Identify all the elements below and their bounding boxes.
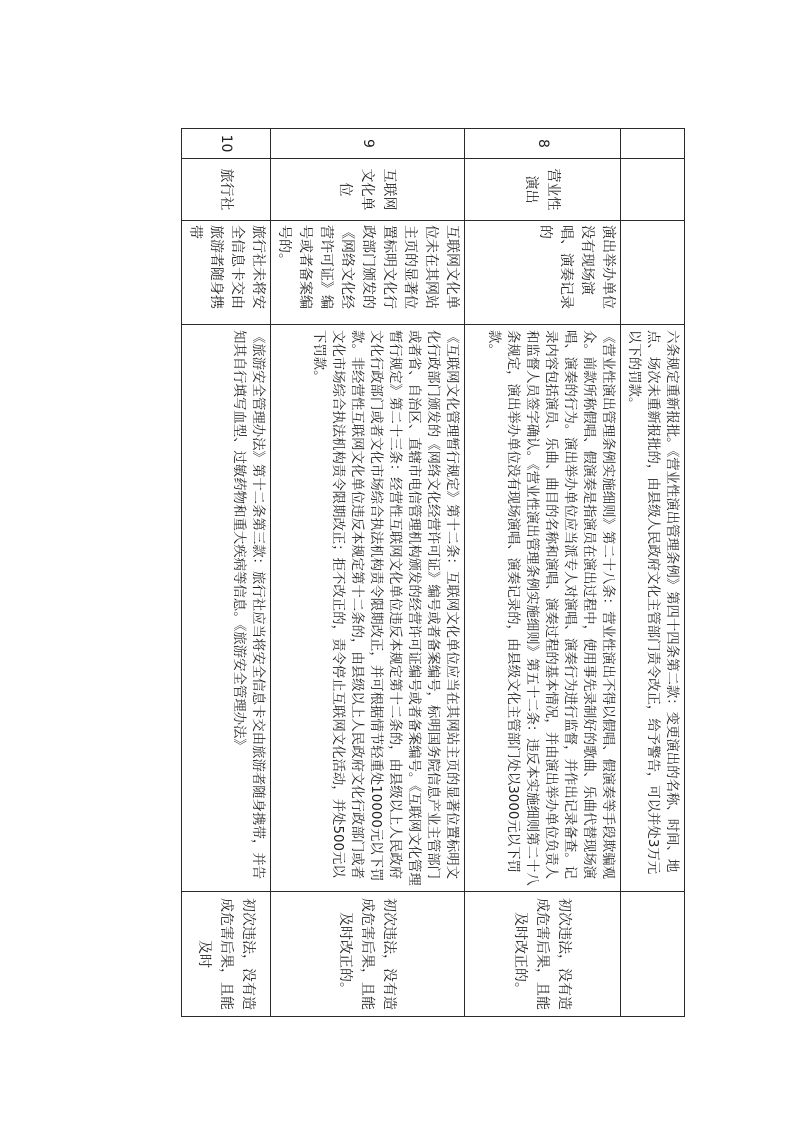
row-number: 8: [465, 129, 621, 159]
row-lenient-standard: 初次违法，没有造成危害后果，且能及时改正的。: [271, 892, 465, 1017]
row-lenient-standard: 初次违法，没有造成危害后果，且能及时改正的。: [465, 892, 621, 1017]
row-item: 营业性演出: [465, 159, 621, 221]
row-number: [621, 129, 685, 159]
row-lenient-standard: 初次违法，没有造成危害后果，且能及时: [182, 892, 271, 1017]
row-legal-basis: 《互联网文化管理暂行规定》第十二条：互联网文化单位应当在其网站主页的显著位置标明文化行政部门颁发的《网络文化经营许可证》编号或者备案编号，标明国务院信息产业主管部门或者省、自治区、直辖市电信管理机构颁发的经营许可证编号或者备案编号。《互联网文化管理暂行规定》第二十三条：经营性互联网文化单位违反本规定第十二条的，由县级以上人民政府文化行政部门或者文化市场综合执法机构责令限期改正，并可根据情节轻重处10000元以下罚款。非经营性互联网文化单位违反本规定第十二条的，由县级以上人民政府文化行政部门或者文化市场综合执法机构责令限期改正；拒不改正的，责令停止互联网文化活动，并处500元以下罚款。: [271, 325, 465, 892]
row-legal-basis: 《营业性演出管理条例实施细则》第二十八条：营业性演出不得以假唱、假演奏等手段欺骗观众。前款所称假唱、假演奏是指演员在演出过程中，使用事先录制好的歌曲、乐曲代替现场演唱、演奏的行为。演出举办单位应当派专人对演唱、演奏行为进行监督，并作出记录备查。记录内容包括演员、乐曲、曲目的名称和演唱、演奏过程的基本情况，并由演出举办单位负责人和监督人员签字确认。《营业性演出管理条例实施细则》第五十二条：违反本实施细则第二十八条规定，演出举办单位没有现场演唱、演奏记录的，由县级文化主管部门处以3000元以下罚款。: [465, 325, 621, 892]
row-condition: [621, 221, 685, 325]
row-item: 互联网文化单位: [271, 159, 465, 221]
table-row: [465, 129, 621, 1017]
table-row: [182, 129, 271, 1017]
penalty-table: [181, 128, 685, 1017]
row-number: 9: [271, 129, 465, 159]
row-number: 10: [182, 129, 271, 159]
row-item: 旅行社: [182, 159, 271, 221]
table-row: [271, 129, 465, 1017]
row-legal-basis: 《旅游安全管理办法》第十二条第三款：旅行社应当将安全信息卡交由旅游者随身携带，并告知其自行填写血型、过敏药物和重大疾病等信息。《旅游安全管理办法》: [182, 325, 271, 892]
row-lenient-standard: [621, 892, 685, 1017]
row-item: [621, 159, 685, 221]
table-row: [621, 129, 685, 1017]
row-condition: 演出举办单位没有现场演唱、演奏记录的: [465, 221, 621, 325]
row-condition: 互联网文化单位未在其网站主页的显著位置标明文化行政部门颁发的《网络文化经营许可证》编号或者备案编号的。: [271, 221, 465, 325]
row-legal-basis: 六条规定重新报批。《营业性演出管理条例》第四十四条第二款：变更演出的名称、时间、地点、场次未重新报批的，由县级人民政府文化主管部门责令改正，给予警告，可以并处3万元以下的罚款。: [621, 325, 685, 892]
row-condition: 旅行社未将安全信息卡交由旅游者随身携带: [182, 221, 271, 325]
